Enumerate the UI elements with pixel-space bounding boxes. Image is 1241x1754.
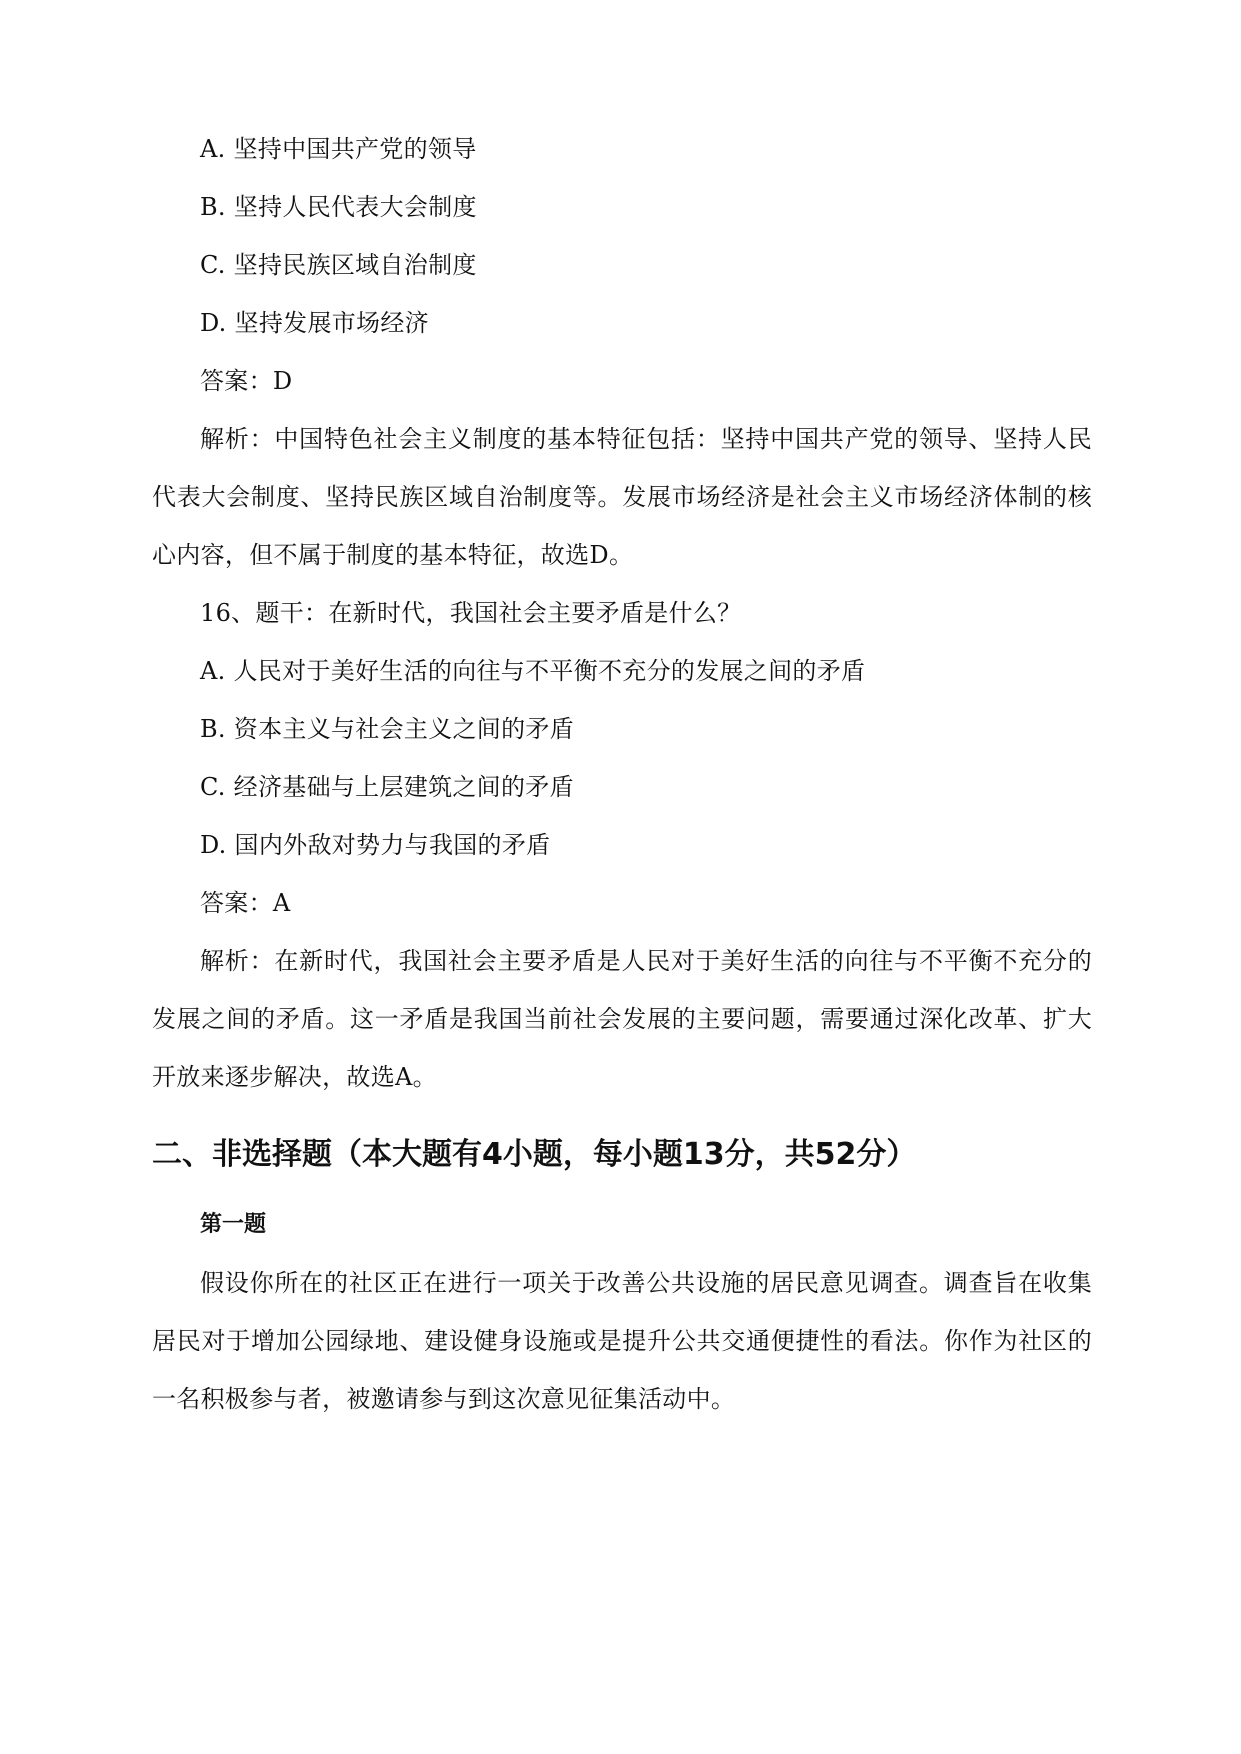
q16-stem: 16、题干：在新时代，我国社会主要矛盾是什么？ [200, 599, 742, 627]
q16-analysis-line: 解析：在新时代，我国社会主要矛盾是人民对于美好生活的向往与不平衡不充分的 [200, 947, 1092, 975]
scenario-paragraph-line: 一名积极参与者，被邀请参与到这次意见征集活动中。 [152, 1385, 736, 1413]
scenario-paragraph-line: 居民对于增加公园绿地、建设健身设施或是提升公共交通便捷性的看法。你作为社区的 [152, 1327, 1092, 1355]
q15-answer: 答案：D [200, 367, 293, 395]
section-heading: 二、非选择题（本大题有4小题，每小题13分，共52分） [152, 1137, 917, 1172]
question-subheading: 第一题 [200, 1212, 267, 1237]
q15-option-d: D. 坚持发展市场经济 [200, 309, 429, 337]
q15-option-c: C. 坚持民族区域自治制度 [200, 251, 477, 279]
q16-option-c: C. 经济基础与上层建筑之间的矛盾 [200, 773, 574, 801]
q16-option-d: D. 国内外敌对势力与我国的矛盾 [200, 831, 551, 859]
q15-analysis-line: 解析：中国特色社会主义制度的基本特征包括：坚持中国共产党的领导、坚持人民 [200, 425, 1092, 453]
q16-analysis-line: 开放来逐步解决，故选A。 [152, 1063, 437, 1091]
q16-option-a: A. 人民对于美好生活的向往与不平衡不充分的发展之间的矛盾 [200, 657, 866, 685]
q16-option-b: B. 资本主义与社会主义之间的矛盾 [200, 715, 574, 743]
q15-option-a: A. 坚持中国共产党的领导 [200, 135, 477, 163]
q16-analysis-line: 发展之间的矛盾。这一矛盾是我国当前社会发展的主要问题，需要通过深化改革、扩大 [152, 1005, 1092, 1033]
scenario-paragraph-line: 假设你所在的社区正在进行一项关于改善公共设施的居民意见调查。调查旨在收集 [200, 1269, 1092, 1297]
q15-analysis-line: 代表大会制度、坚持民族区域自治制度等。发展市场经济是社会主义市场经济体制的核 [152, 483, 1092, 511]
q16-answer: 答案：A [200, 889, 291, 917]
q15-analysis-line: 心内容，但不属于制度的基本特征，故选D。 [152, 541, 634, 569]
q15-option-b: B. 坚持人民代表大会制度 [200, 193, 477, 221]
